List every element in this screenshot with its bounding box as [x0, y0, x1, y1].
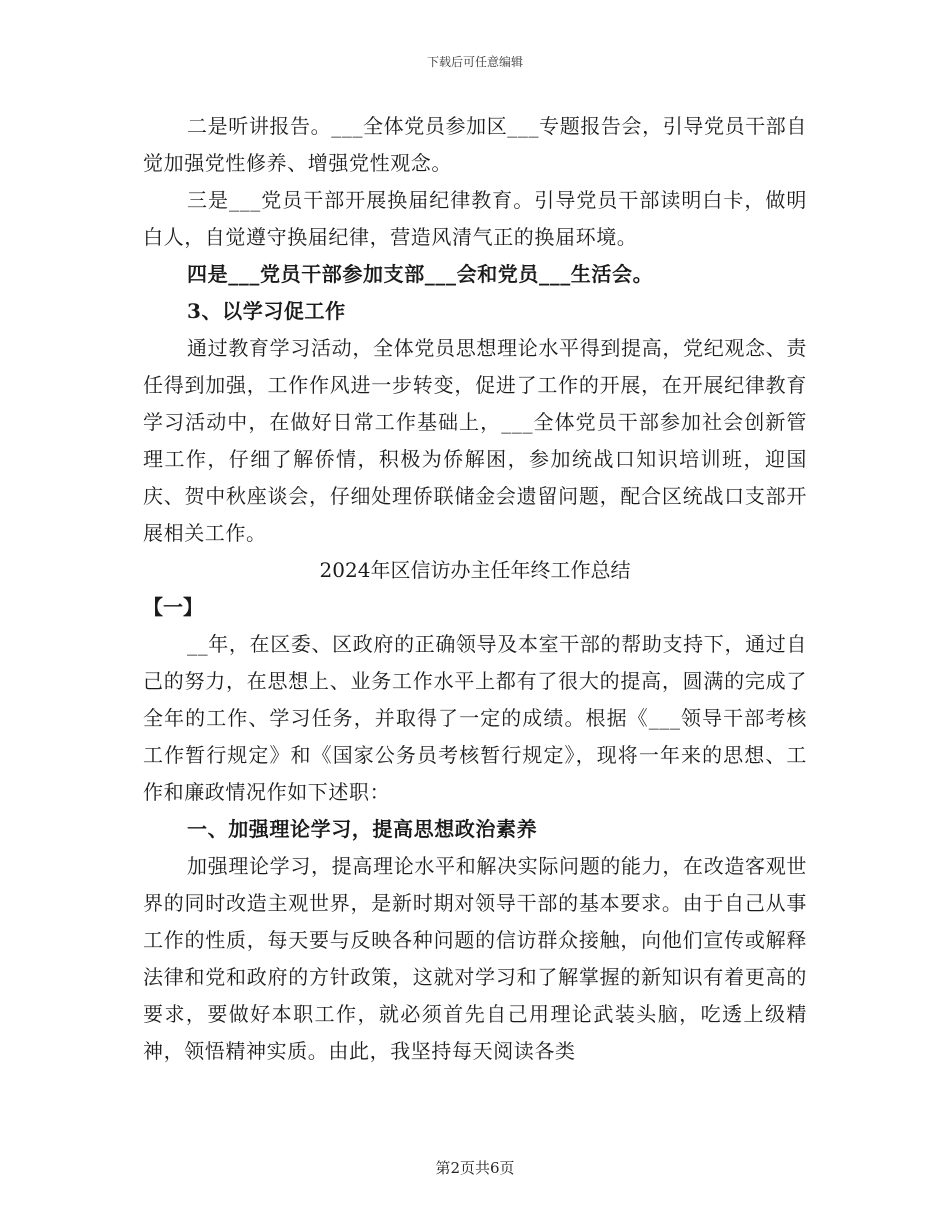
paragraph-theory-study: 加强理论学习，提高理论水平和解决实际问题的能力，在改造客观世界的同时改造主观世界，是新时期对领导干部的基本要求。由于自己从事工作的性质，每天要与反映各种问题的信访群众接触，向他们宣传或解释法律和党和政府的方针政策，这就对学习和了解掌握的新知识有着更高的要求，要做好本职工作，就必须首先自己用理论武装头脑，吃透上级精神，领悟精神实质。由此，我坚持每天阅读各类: [143, 854, 807, 1063]
section-heading-theory: 一、加强理论学习，提高思想政治素养: [187, 817, 538, 841]
paragraph-intro: __年，在区委、区政府的正确领导及本室干部的帮助支持下，通过自己的努力，在思想上、业务工作水平上都有了很大的提高，圆满的完成了全年的工作、学习任务，并取得了一定的成绩。根据《___领导干部考核工作暂行规定》和《国家公务员考核暂行规定》，现将一年来的思想、工作和廉政情况作如下述职：: [143, 632, 807, 804]
document-title: 2024年区信访办主任年终工作总结: [319, 558, 631, 582]
paragraph-branch-meeting: 四是___党员干部参加支部___会和党员___生活会。: [187, 262, 654, 286]
header-note: 下载后可任意编辑: [426, 55, 523, 69]
paragraph-election-discipline: 三是___党员干部开展换届纪律教育。引导党员干部读明白卡，做明白人，自觉遵守换届纪律，营造风清气正的换届环境。: [143, 188, 807, 249]
paragraph-listen-report: 二是听讲报告。___全体党员参加区___专题报告会，引导党员干部自觉加强党性修养、增强党性观念。: [143, 114, 807, 175]
page-number: 第2页共6页: [435, 1159, 515, 1177]
document-body: [143, 108, 807, 1070]
paragraph-study-results: 通过教育学习活动，全体党员思想理论水平得到提高，党纪观念、责任得到加强，工作作风进一步转变，促进了工作的开展，在开展纪律教育学习活动中，在做好日常工作基础上，___全体党员干部参加社会创新管理工作，仔细了解侨情，积极为侨解困，参加统战口知识培训班，迎国庆、贺中秋座谈会，仔细处理侨联储金会遗留问题，配合区统战口支部开展相关工作。: [143, 336, 807, 545]
section-heading-study-work: 3、以学习促工作: [187, 299, 346, 323]
section-marker: 【一】: [143, 595, 203, 619]
